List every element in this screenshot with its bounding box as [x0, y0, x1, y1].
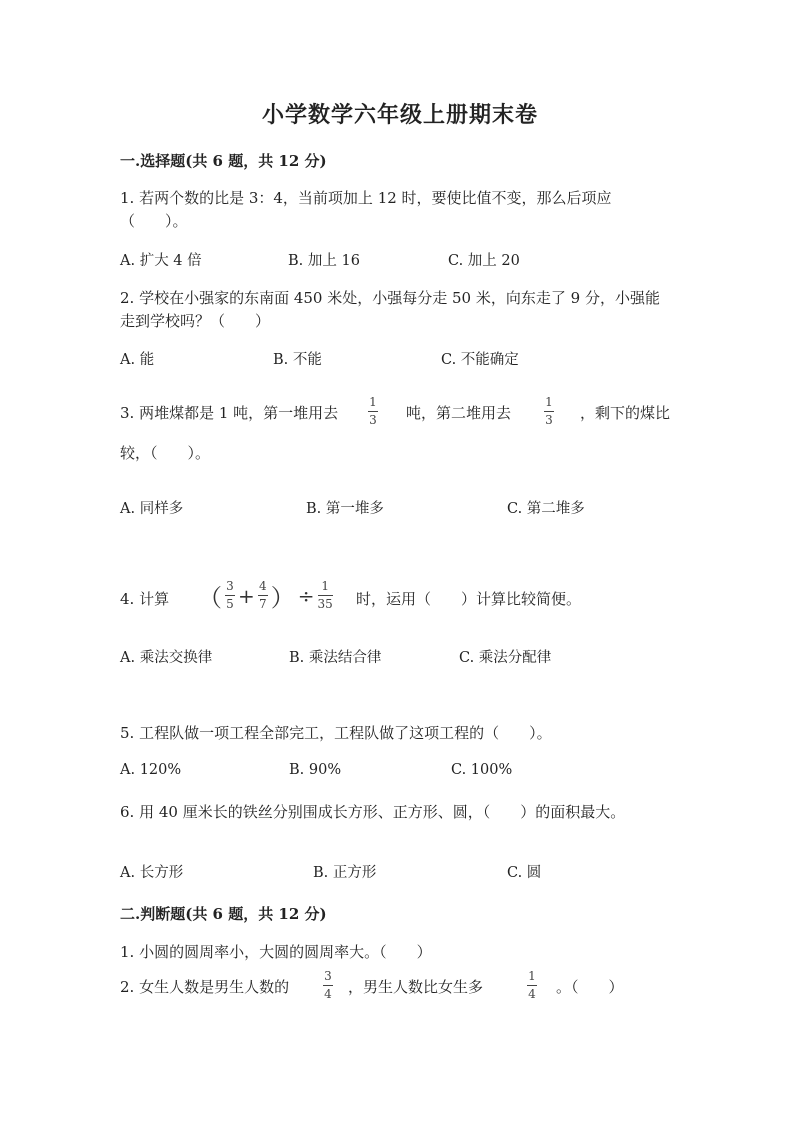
q4-option-b: B. 乘法结合律	[289, 650, 382, 666]
q3-text-line2: 较，（ ）。	[120, 444, 211, 462]
q4-expression	[198, 578, 333, 613]
q3-text-part2: 吨，第二堆用去	[406, 404, 512, 422]
q4-fraction-b	[258, 580, 268, 610]
q4-left-paren: （	[198, 584, 222, 612]
page-title: 小学数学六年级上册期末卷	[261, 102, 538, 128]
q5-option-a: A. 120%	[120, 762, 182, 778]
q4-fraction-c	[318, 580, 333, 610]
q3-text-part1: 3. 两堆煤都是 1 吨，第一堆用去	[120, 404, 339, 422]
q5-option-b: B. 90%	[289, 762, 342, 778]
section-heading-choice: 一.选择题(共 6 题，共 12 分)	[120, 152, 327, 170]
s2-q2-fraction-1-numerator: 3	[324, 969, 332, 983]
q3-fraction-1	[368, 396, 378, 426]
q1-option-c: C. 加上 20	[448, 253, 520, 269]
q2-option-b: B. 不能	[273, 352, 322, 368]
q3-fraction-2-denominator: 3	[545, 412, 553, 427]
q3-fraction-2-numerator: 1	[545, 395, 553, 409]
s2-q2-fraction-2-denominator: 4	[528, 986, 536, 1001]
q4-option-c: C. 乘法分配律	[459, 650, 552, 666]
q4-fraction-a-denominator: 5	[226, 597, 234, 611]
q6-text: 6. 用 40 厘米长的铁丝分别围成长方形、正方形、圆，（ ）的面积最大。	[120, 803, 626, 821]
q3-text-part3: ，剩下的煤比	[580, 404, 671, 422]
q4-fraction-c-numerator: 1	[321, 579, 329, 594]
q3-fraction-2	[544, 396, 554, 426]
q1-option-a: A. 扩大 4 倍	[120, 253, 202, 269]
q5-text: 5. 工程队做一项工程全部完工，工程队做了这项工程的（ ）。	[120, 724, 552, 742]
q2-text-line1: 2. 学校在小强家的东南面 450 米处，小强每分走 50 米，向东走了 9 分，小强能	[120, 289, 660, 307]
q3-option-b: B. 第一堆多	[306, 501, 384, 517]
q4-right-paren: ）	[270, 584, 295, 612]
q4-fraction-a-numerator: 3	[226, 579, 234, 594]
q3-option-a: A. 同样多	[120, 501, 184, 517]
q5-option-c: C. 100%	[451, 762, 513, 778]
q4-divide-sign: ÷	[297, 583, 315, 608]
q4-fraction-b-numerator: 4	[258, 579, 267, 594]
q4-option-a: A. 乘法交换律	[120, 650, 213, 666]
section-heading-judgment: 二.判断题(共 6 题，共 12 分)	[120, 905, 327, 923]
s2-q2-fraction-1-denominator: 4	[324, 986, 332, 1001]
s2-q2-fraction-2-numerator: 1	[528, 969, 536, 983]
s2-q2-text-part3: 。（ ）	[556, 978, 624, 996]
q1-option-b: B. 加上 16	[288, 253, 360, 269]
q3-fraction-1-denominator: 3	[369, 412, 377, 427]
q1-text-line1: 1. 若两个数的比是 3：4，当前项加上 12 时，要使比值不变，那么后项应	[120, 189, 612, 207]
q4-text-part2: 时，运用（ ）计算比较简便。	[356, 590, 582, 608]
q4-fraction-a	[225, 580, 235, 610]
s2-q2-text-part1: 2. 女生人数是男生人数的	[120, 978, 290, 996]
q6-option-b: B. 正方形	[313, 865, 377, 881]
s2-q2-fraction-2	[527, 970, 537, 1000]
q3-option-c: C. 第二堆多	[507, 501, 585, 517]
s2-q1-text: 1. 小圆的圆周率小，大圆的圆周率大。（ ）	[120, 943, 432, 961]
q6-option-a: A. 长方形	[120, 865, 184, 881]
q3-fraction-1-numerator: 1	[369, 395, 377, 409]
q6-option-c: C. 圆	[507, 865, 542, 881]
s2-q2-fraction-1	[323, 970, 333, 1000]
q4-fraction-c-denominator: 35	[317, 597, 333, 611]
q1-text-line2: （ ）。	[120, 212, 188, 230]
q4-fraction-b-denominator: 7	[258, 597, 267, 611]
q2-text-line2: 走到学校吗？（ ）	[120, 312, 271, 330]
q4-plus-sign: +	[238, 583, 255, 608]
q2-option-a: A. 能	[120, 352, 155, 368]
s2-q2-text-part2: ，男生人数比女生多	[348, 978, 484, 996]
q4-text-part1: 4. 计算	[120, 590, 170, 608]
q2-option-c: C. 不能确定	[441, 352, 519, 368]
